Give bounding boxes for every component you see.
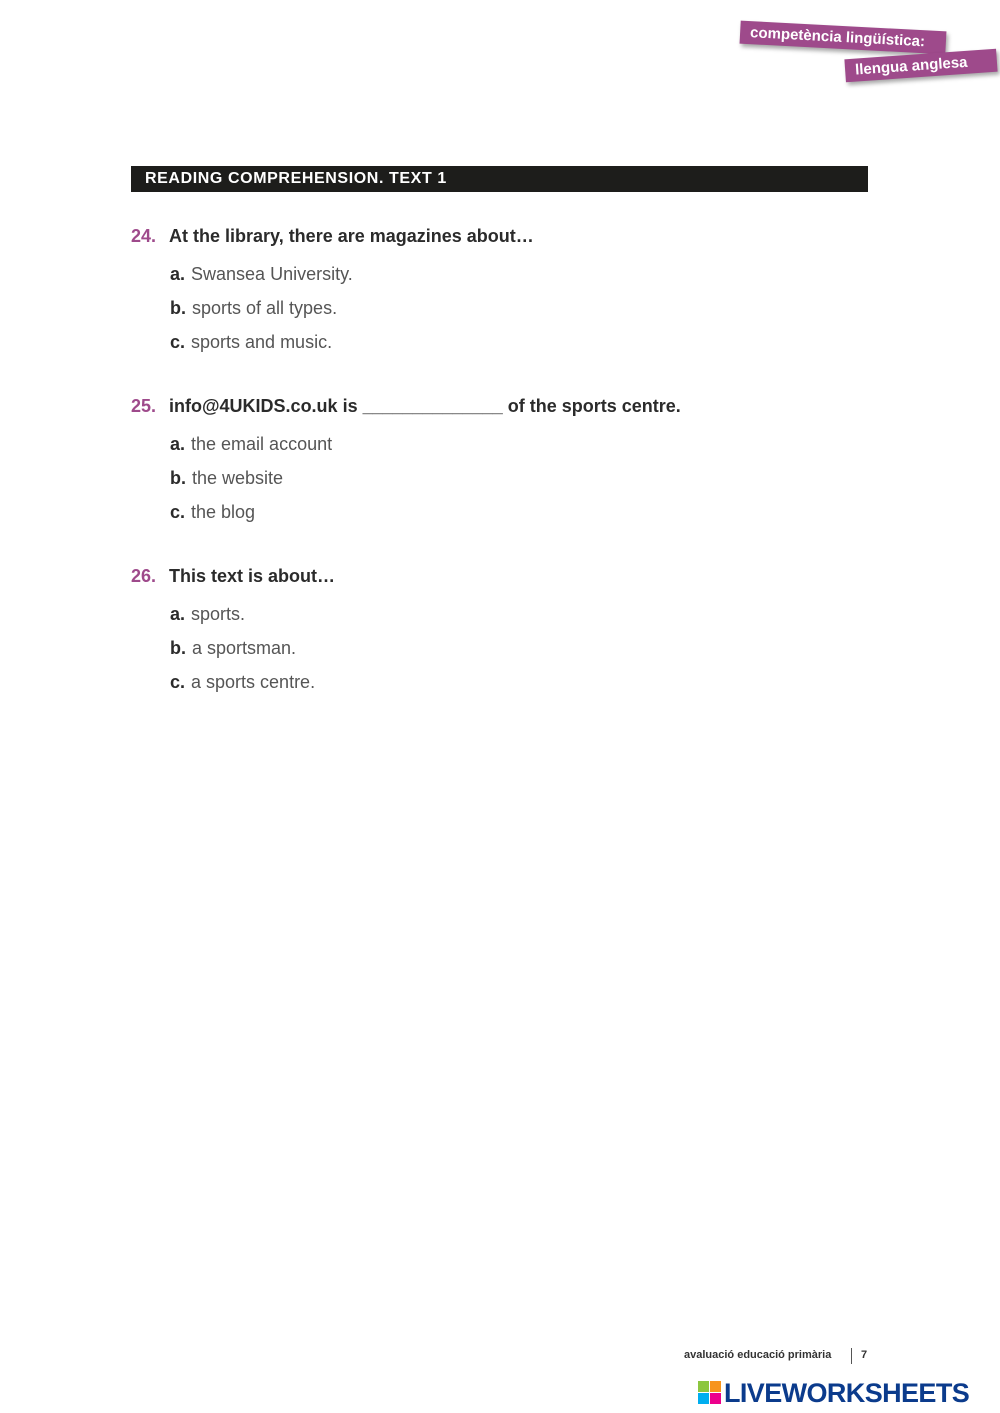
option-text: a sports centre. — [191, 672, 316, 692]
answer-option-25c[interactable] — [170, 502, 332, 536]
section-title: READING COMPREHENSION. TEXT 1 — [145, 170, 447, 187]
question-24 — [131, 226, 534, 247]
question-text: This text is about… — [169, 566, 336, 586]
options-24 — [170, 264, 353, 366]
option-text: Swansea University. — [191, 264, 353, 284]
liveworksheets-logo[interactable] — [698, 1378, 994, 1408]
option-letter: a. — [170, 434, 186, 454]
answer-option-24c[interactable] — [170, 332, 353, 366]
answer-option-24b[interactable] — [170, 298, 353, 332]
question-text: At the library, there are magazines about… — [169, 226, 534, 246]
option-letter: b. — [170, 638, 186, 658]
section-title-bar — [131, 166, 868, 192]
page-number: 7 — [861, 1349, 868, 1361]
question-number: 26. — [131, 566, 157, 586]
option-text: the website — [192, 468, 284, 488]
option-letter: c. — [170, 502, 186, 522]
options-26 — [170, 604, 315, 706]
option-letter: a. — [170, 264, 186, 284]
option-letter: c. — [170, 672, 186, 692]
answer-option-26a[interactable] — [170, 604, 315, 638]
option-letter: c. — [170, 332, 186, 352]
question-text: info@4UKIDS.co.uk is ______________ of the sports centre. — [169, 396, 681, 416]
subject-tag-language: llengua anglesa — [844, 49, 997, 83]
question-number: 25. — [131, 396, 157, 416]
option-text: a sportsman. — [192, 638, 297, 658]
question-26 — [131, 566, 335, 587]
option-text: sports and music. — [191, 332, 333, 352]
answer-option-25b[interactable] — [170, 468, 332, 502]
answer-option-26b[interactable] — [170, 638, 315, 672]
answer-option-25a[interactable] — [170, 434, 332, 468]
subject-tag-competence: competència lingüística: — [740, 21, 947, 55]
liveworksheets-wordmark: LIVEWORKSHEETS — [724, 1378, 970, 1408]
option-text: the blog — [191, 502, 256, 522]
option-letter: b. — [170, 468, 186, 488]
footer-label: avaluació educació primària — [684, 1349, 832, 1361]
options-25 — [170, 434, 332, 536]
question-25 — [131, 396, 681, 417]
footer-divider — [851, 1348, 852, 1364]
option-text: sports. — [191, 604, 246, 624]
answer-option-24a[interactable] — [170, 264, 353, 298]
option-letter: a. — [170, 604, 186, 624]
option-letter: b. — [170, 298, 186, 318]
option-text: sports of all types. — [192, 298, 338, 318]
question-number: 24. — [131, 226, 157, 246]
liveworksheets-grid-icon — [698, 1381, 722, 1405]
option-text: the email account — [191, 434, 333, 454]
answer-option-26c[interactable] — [170, 672, 315, 706]
